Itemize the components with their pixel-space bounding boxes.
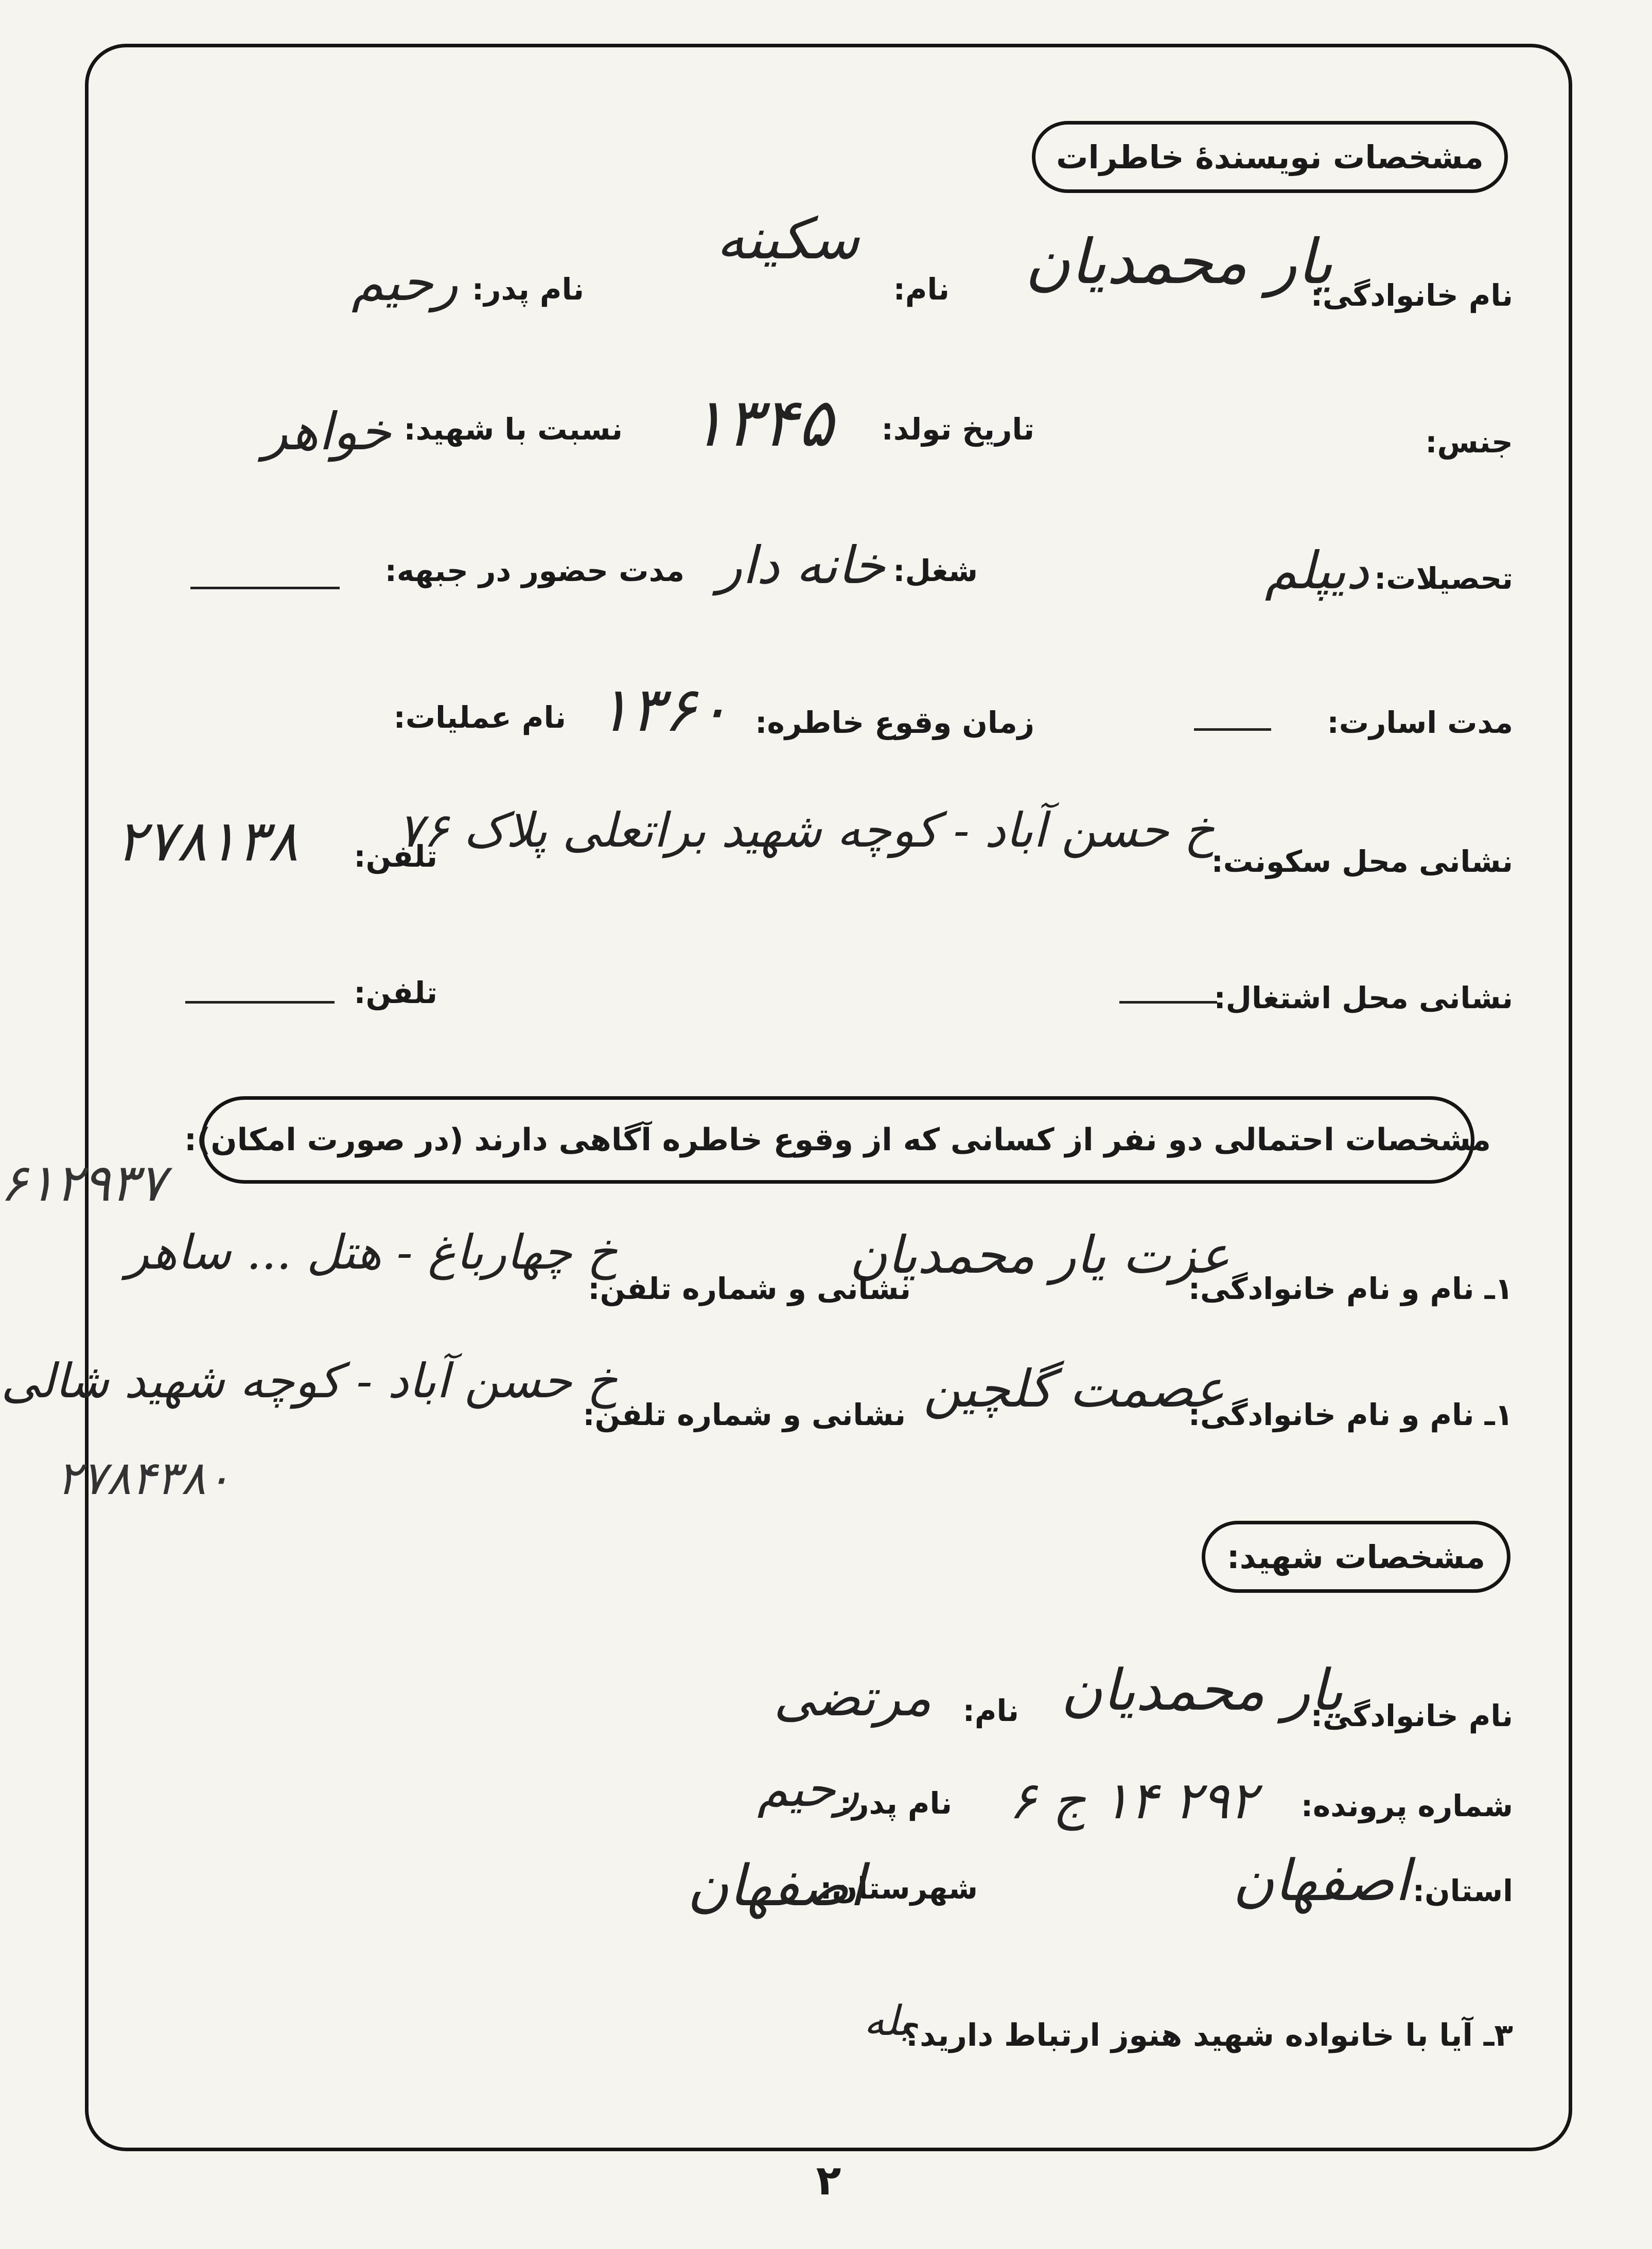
contact-question-label: ۳ـ آیا با خانواده شهید هنوز ارتباط دارید؟	[902, 2017, 1513, 2053]
writer-father-label: نام پدر:	[471, 272, 584, 307]
witness-1-name-label: ۱ـ نام و نام خانوادگی:	[1188, 1271, 1513, 1306]
martyr-name-label: نام:	[962, 1693, 1019, 1728]
writer-work-phone-label: تلفن:	[354, 975, 437, 1010]
writer-address-value[interactable]: خ حسن آباد - کوچه شهید براتعلی پلاک ۷۶	[397, 803, 1215, 858]
writer-job-value[interactable]: خانه دار	[717, 535, 885, 595]
martyr-name-value[interactable]: مرتضی	[774, 1667, 932, 1728]
martyr-file-value[interactable]: ۲۹۲ ۱۴ ج ۶	[1009, 1770, 1257, 1831]
writer-education-value[interactable]: دیپلم	[1264, 540, 1369, 601]
writer-work-address-blank[interactable]	[1119, 1001, 1217, 1004]
writer-section-title-text: مشخصات نویسندهٔ خاطرات	[1056, 138, 1484, 176]
writer-work-address-label: نشانی محل اشتغال:	[1214, 980, 1513, 1015]
witness-2-name-value[interactable]: عصمت گلچین	[923, 1359, 1225, 1419]
witnesses-section-title	[184, 1096, 1491, 1184]
writer-job-label: شغل:	[893, 553, 978, 588]
writer-section-title	[1032, 121, 1508, 193]
page-number: ۲	[816, 2156, 841, 2204]
writer-front-blank[interactable]	[190, 587, 340, 589]
writer-relation-value[interactable]: خواهر	[262, 401, 391, 462]
martyr-family-label: نام خانوادگی:	[1310, 1698, 1513, 1733]
margin-note-bottom: ۲۷۸۴۳۸۰	[57, 1451, 231, 1505]
writer-name-label: نام:	[893, 272, 950, 307]
writer-memory-time-value[interactable]: ۱۳۶۰	[597, 674, 730, 746]
writer-father-value[interactable]: رحیم	[352, 252, 458, 312]
writer-operation-label: نام عملیات:	[393, 700, 566, 735]
writer-captivity-blank[interactable]	[1194, 728, 1271, 731]
martyr-province-value[interactable]: اصفهان	[1233, 1848, 1410, 1913]
witness-2-contact-value[interactable]: خ حسن آباد - کوچه شهید شالی	[1, 1354, 618, 1409]
witness-2-contact-label: نشانی و شماره تلفن:	[583, 1397, 906, 1432]
contact-question-answer[interactable]: بله	[864, 1997, 911, 2045]
witness-1-name-value[interactable]: عزت یار محمدیان	[849, 1225, 1230, 1285]
martyr-city-label: شهرستان:	[820, 1871, 978, 1906]
margin-note-top: ۶۱۲۹۳۷	[0, 1153, 166, 1213]
martyr-father-value[interactable]: رحیم	[757, 1760, 859, 1818]
martyr-province-label: استان:	[1412, 1873, 1513, 1908]
writer-address-label: نشانی محل سکونت:	[1211, 844, 1513, 879]
writer-phone-value[interactable]: ۲۷۸۱۳۸	[116, 808, 298, 874]
writer-family-label: نام خانوادگی:	[1310, 278, 1513, 313]
witness-1-contact-label: نشانی و شماره تلفن:	[588, 1271, 911, 1306]
writer-relation-label: نسبت با شهید:	[403, 412, 623, 447]
martyr-section-title	[1202, 1521, 1510, 1593]
writer-birth-label: تاریخ تولد:	[881, 412, 1034, 447]
martyr-family-value[interactable]: یار محمدیان	[1061, 1657, 1343, 1723]
writer-front-label: مدت حضور در جبهه:	[384, 553, 684, 588]
writer-name-value[interactable]: سکینه	[716, 206, 859, 272]
witness-1-contact-value[interactable]: خ چهارباغ - هتل ... ساهر	[126, 1225, 618, 1280]
writer-gender-label: جنس:	[1425, 425, 1513, 460]
witness-2-name-label: ۱ـ نام و نام خانوادگی:	[1188, 1397, 1513, 1432]
writer-birth-value[interactable]: ۱۳۴۵	[690, 383, 834, 462]
writer-memory-time-label: زمان وقوع خاطره:	[755, 705, 1034, 740]
martyr-file-label: شماره پرونده:	[1300, 1788, 1513, 1823]
martyr-section-title-text: مشخصات شهید:	[1226, 1538, 1486, 1576]
martyr-city-value[interactable]: اصفهان	[687, 1853, 865, 1919]
writer-captivity-label: مدت اسارت:	[1327, 705, 1513, 740]
writer-education-label: تحصیلات:	[1374, 561, 1513, 596]
witnesses-section-title-text: مشخصات احتمالی دو نفر از کسانی که از وقوع خاطره آگاهی دارند (در صورت امکان):	[184, 1122, 1491, 1158]
martyr-father-label: نام پدر:	[839, 1786, 952, 1821]
writer-phone-label: تلفن:	[354, 839, 437, 874]
writer-work-phone-blank[interactable]	[185, 1001, 335, 1004]
writer-family-value[interactable]: یار محمدیان	[1025, 226, 1333, 298]
